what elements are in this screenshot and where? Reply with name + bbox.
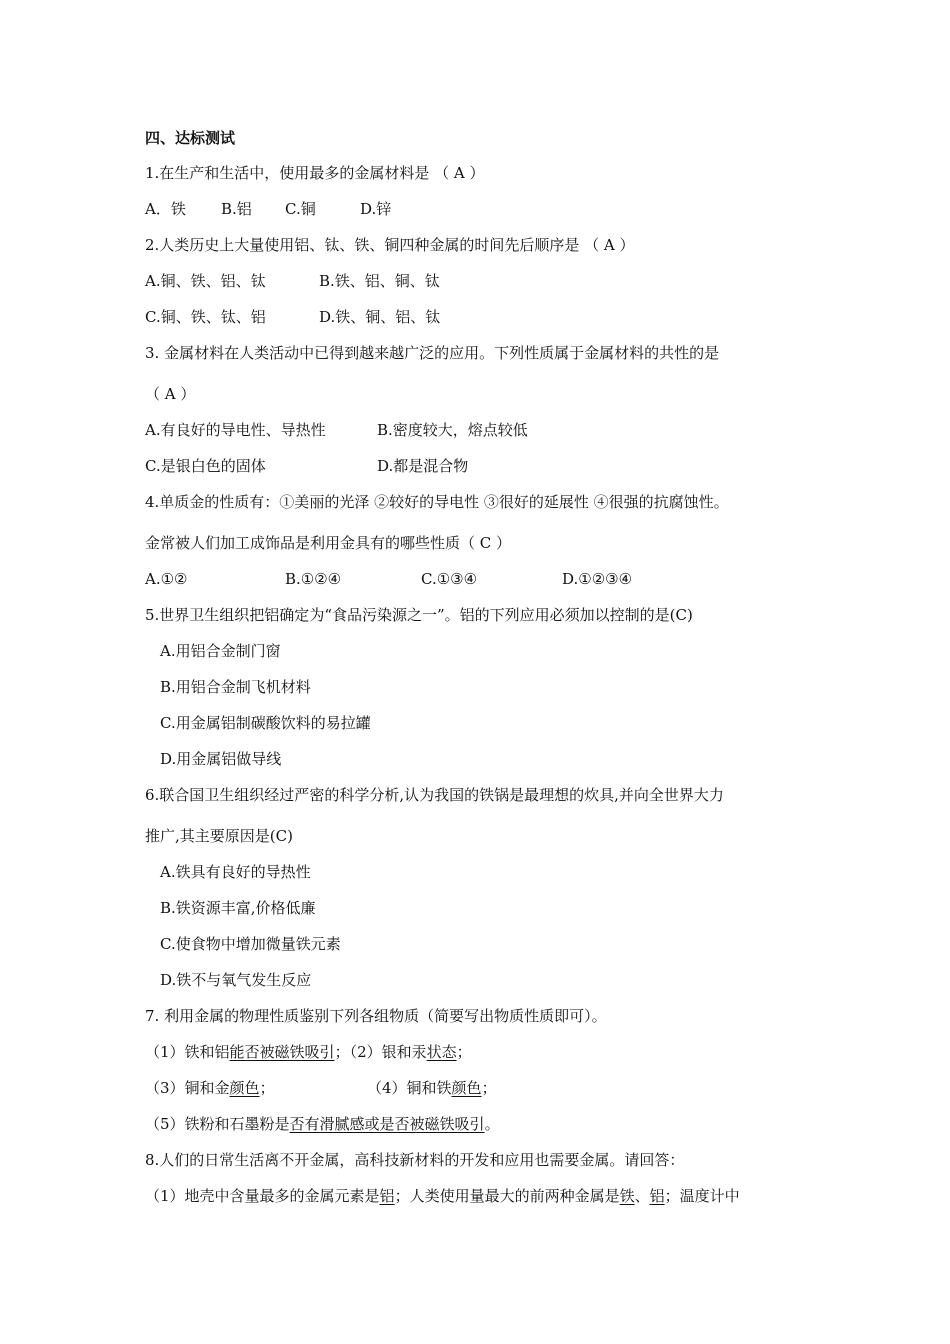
question-7-part-3-4 — [145, 1078, 497, 1098]
option-a: A.有良好的导电性、导热性 — [145, 421, 326, 439]
option-a: A．铁 — [145, 200, 186, 218]
option-c: C.①③④ — [421, 570, 478, 588]
sub-1-answer-1: 铝 — [379, 1187, 395, 1205]
question-2-options-row2 — [145, 307, 440, 327]
part-1-label: （1）铁和铝 — [145, 1043, 230, 1061]
question-3-options-row2 — [145, 456, 468, 476]
option-b: B.铝 — [221, 200, 252, 218]
section-heading: 四、达标测试 — [145, 129, 236, 147]
part-3-end: ； — [259, 1079, 275, 1097]
part-4-answer: 颜色 — [451, 1079, 482, 1097]
sub-1-text-d: ；温度计中 — [664, 1187, 740, 1205]
question-5-option-b: B.用铝合金制飞机材料 — [160, 678, 311, 696]
part-4-label: （4）铜和铁 — [367, 1079, 452, 1097]
part-3-answer: 颜色 — [229, 1079, 260, 1097]
sub-1-text-a: （1）地壳中含量最多的金属元素是 — [145, 1187, 380, 1205]
option-d: D.铁、铜、铝、钛 — [319, 308, 441, 326]
question-7-part-1-2 — [145, 1042, 472, 1062]
question-6-option-b: B.铁资源丰富,价格低廉 — [160, 899, 316, 917]
part-4-end: ； — [481, 1079, 497, 1097]
part-3-label: （3）铜和金 — [145, 1079, 230, 1097]
question-4-stem-line2: 金常被人们加工成饰品是利用金具有的哪些性质（ C ） — [145, 534, 512, 552]
question-6-option-d: D.铁不与氧气发生反应 — [160, 971, 312, 989]
option-c: C.是银白色的固体 — [145, 457, 266, 475]
question-6-stem-line1: 6.联合国卫生组织经过严密的科学分析,认为我国的铁锅是最理想的炊具,并向全世界大力 — [145, 786, 724, 804]
option-d: D.都是混合物 — [377, 457, 469, 475]
part-5-answer: 否有滑腻感或是否被磁铁吸引 — [289, 1115, 485, 1133]
question-3-stem: 3. 金属材料在人类活动中已得到越来越广泛的应用。下列性质属于金属材料的共性的是 — [145, 344, 720, 362]
question-4-options — [145, 569, 632, 589]
sub-1-answer-2: 铁 — [619, 1187, 635, 1205]
question-2-stem: 2.人类历史上大量使用铝、钛、铁、铜四种金属的时间先后顺序是 （ A ） — [145, 236, 635, 254]
question-2-options-row1 — [145, 271, 440, 291]
sub-1-text-b: ；人类使用量最大的前两种金属是 — [394, 1187, 620, 1205]
question-7-part-5 — [145, 1114, 500, 1134]
sub-1-answer-3: 铝 — [649, 1187, 665, 1205]
question-7-stem: 7. 利用金属的物理性质鉴别下列各组物质（简要写出物质性质即可）。 — [145, 1007, 607, 1025]
question-6-option-a: A.铁具有良好的导热性 — [160, 863, 311, 881]
part-1-answer: 能否被磁铁吸引 — [229, 1043, 335, 1061]
question-6-stem-line2: 推广,其主要原因是(C) — [145, 827, 293, 845]
option-b: B.铁、铝、铜、钛 — [319, 272, 440, 290]
question-1-options — [145, 199, 391, 219]
option-a: A.铜、铁、铝、钛 — [145, 272, 266, 290]
question-3-answer: （ A ） — [145, 385, 196, 403]
option-b: B.密度较大，熔点较低 — [377, 421, 528, 439]
option-a: A.①② — [145, 570, 188, 588]
option-c: C.铜 — [285, 200, 316, 218]
question-5-option-a: A.用铝合金制门窗 — [160, 642, 281, 660]
option-d: D.①②③④ — [562, 570, 633, 588]
question-8-sub-1 — [145, 1186, 740, 1206]
part-5-label: （5）铁粉和石墨粉是 — [145, 1115, 290, 1133]
question-8-stem: 8.人们的日常生活离不开金属，高科技新材料的开发和应用也需要金属。请回答： — [145, 1151, 685, 1169]
option-d: D.锌 — [360, 200, 392, 218]
question-5-option-d: D.用金属铝做导线 — [160, 750, 282, 768]
question-3-options-row1 — [145, 420, 528, 440]
question-5-stem: 5.世界卫生组织把铝确定为“食品污染源之一”。铝的下列应用必须加以控制的是(C) — [145, 606, 693, 624]
part-2-answer: 状态 — [426, 1043, 457, 1061]
question-6-option-c: C.使食物中增加微量铁元素 — [160, 935, 341, 953]
option-b: B.①②④ — [285, 570, 342, 588]
part-2-label: ；（2）银和汞 — [334, 1043, 427, 1061]
question-4-stem-line1: 4.单质金的性质有：①美丽的光泽 ②较好的导电性 ③很好的延展性 ④很强的抗腐蚀性。 — [145, 493, 729, 511]
sub-1-text-c: 、 — [634, 1187, 650, 1205]
part-2-end: ； — [456, 1043, 472, 1061]
question-5-option-c: C.用金属铝制碳酸饮料的易拉罐 — [160, 714, 371, 732]
question-1-stem: 1.在生产和生活中，使用最多的金属材料是 （ A ） — [145, 164, 485, 182]
part-5-end: 。 — [484, 1115, 500, 1133]
option-c: C.铜、铁、钛、铝 — [145, 308, 266, 326]
